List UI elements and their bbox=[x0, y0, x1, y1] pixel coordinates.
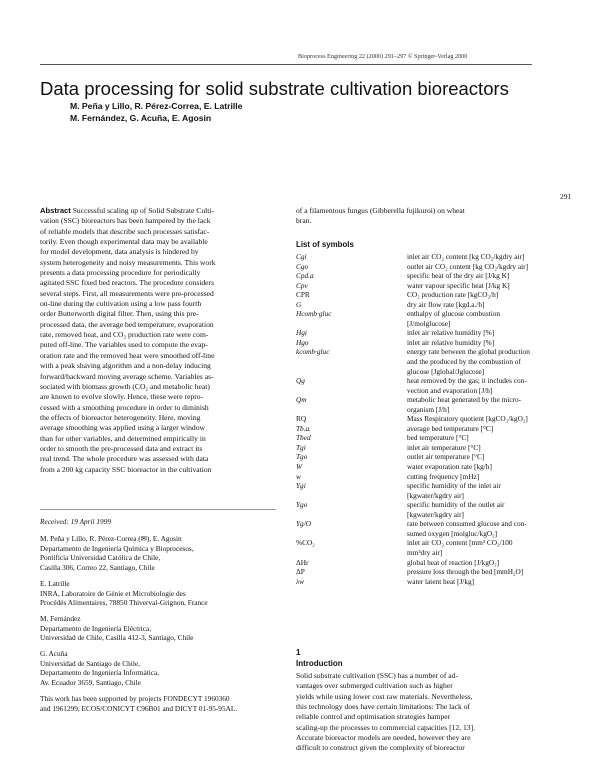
symbol-term: Ygo bbox=[296, 500, 308, 510]
symbol-definition: global heat of reaction [J/kgO₂] bbox=[407, 557, 500, 567]
symbol-row bbox=[296, 395, 536, 414]
symbol-definition: rate between consumed glucose and con-sumed oxygen [molgluc/kgO₂] bbox=[407, 519, 527, 538]
symbol-definition: inlet air relative humidity [%] bbox=[407, 328, 495, 338]
affiliation-line: and 1961299, ECOS/CONICYT C96B01 and DICYT 01-95-95AL. bbox=[40, 703, 238, 713]
symbol-definition: enthalpy of glucose combustion [J/molglucose] bbox=[407, 309, 501, 328]
abstract-line: are known to evolve slowly. Hence, these were repro- bbox=[40, 392, 204, 402]
symbol-definition: pressure loss through the bed [mmH₂O] bbox=[407, 567, 524, 577]
symbol-definition: CO₂ production rate [kgCO₂/h] bbox=[407, 290, 499, 300]
symbol-row bbox=[296, 347, 536, 376]
symbol-term: CPR bbox=[296, 290, 310, 300]
affiliations bbox=[40, 534, 280, 719]
affiliation-line: M. Peña y Lillo, R. Pérez-Correa (✉), E. Agosin bbox=[40, 534, 182, 543]
symbol-term: Ygi bbox=[296, 481, 306, 491]
symbol-definition: inlet air temperature [°C] bbox=[407, 442, 481, 452]
symbol-definition: inlet air CO₂ content [mm³ CO₂/100 mm³dry air] bbox=[407, 538, 513, 557]
symbol-row bbox=[296, 281, 536, 291]
symbol-row bbox=[296, 309, 536, 328]
symbol-term: Tbed bbox=[296, 433, 311, 443]
affiliation-block bbox=[40, 579, 280, 608]
affiliation-line: Universidad de Santiago de Chile, bbox=[40, 658, 140, 668]
symbols-heading: List of symbols bbox=[296, 240, 354, 249]
symbol-term: W bbox=[296, 462, 303, 472]
symbol-row bbox=[296, 577, 536, 587]
symbol-row bbox=[296, 271, 536, 281]
abstract-continuation bbox=[296, 206, 532, 227]
symbol-row bbox=[296, 338, 536, 348]
symbol-definition: inlet air relative humidity [%] bbox=[407, 337, 495, 347]
abstract-line: oration rate and the removed heat were smoothed off-line bbox=[40, 350, 215, 360]
symbol-term: Cgo bbox=[296, 261, 309, 271]
symbol-term: Cpv bbox=[296, 280, 308, 290]
symbol-definition: water vapour specific heat [J/kg K] bbox=[407, 280, 510, 290]
symbol-term: RQ bbox=[296, 414, 307, 424]
affiliation-line: INRA, Laboratoire de Génie et Microbiologie des bbox=[40, 588, 186, 598]
symbol-definition: cutting frequency [mHz] bbox=[407, 471, 480, 481]
symbol-row bbox=[296, 414, 536, 424]
affiliation-line: M. Fernández bbox=[40, 613, 81, 623]
abstract-line: processed data, the average bed temperature, evaporation bbox=[40, 319, 214, 329]
abstract bbox=[40, 206, 270, 475]
affiliation-line: G. Acuña bbox=[40, 649, 68, 659]
abstract-line: with a peak shaving algorithm and a non-delay inducing bbox=[40, 361, 211, 371]
introduction-line: Solid substrate cultivation (SSC) has a number of ad- bbox=[296, 671, 458, 680]
abstract-line: average smoothing was applied using a larger window bbox=[40, 423, 205, 433]
affiliation-line: Pontificia Universidad Católica de Chile, bbox=[40, 553, 161, 563]
abstract-line: forward/backward moving average scheme. Variables as- bbox=[40, 371, 214, 381]
introduction-line: Accurate bioreactor models are needed, however they are bbox=[296, 733, 471, 743]
affiliation-line: E. Latrille bbox=[40, 578, 70, 588]
abstract-line: bran. bbox=[296, 216, 312, 226]
symbol-term: λw bbox=[296, 576, 305, 586]
symbol-definition: heat removed by the gas; it includes con-vection and evaporation [J/h] bbox=[407, 376, 527, 395]
symbol-row bbox=[296, 500, 536, 519]
abstract-line: order Butterworth digital filter. Then, using this pre- bbox=[40, 309, 199, 319]
abstract-label: Abstract bbox=[40, 206, 71, 215]
paper-title: Data processing for solid substrate cultivation bioreactors bbox=[40, 78, 509, 99]
abstract-line: Abstract Successful scaling up of Solid Substrate Culti- bbox=[40, 206, 215, 215]
symbols-list bbox=[296, 252, 536, 586]
symbol-definition: energy rate between the global production and the produced by the combustion of glucose [Jglobal/Jglucose] bbox=[407, 347, 530, 376]
symbol-term: Hgi bbox=[296, 328, 307, 338]
symbol-definition: average bed temperature [°C] bbox=[407, 423, 494, 433]
symbol-definition: water latent heat [J/kg] bbox=[407, 576, 475, 586]
abstract-line: on-line during the cultivation using a low pass fourth bbox=[40, 299, 202, 309]
symbol-definition: metabolic heat generated by the micro-organism [J/h] bbox=[407, 395, 522, 414]
symbol-definition: outlet air temperature [°C] bbox=[407, 452, 485, 462]
symbol-row bbox=[296, 567, 536, 577]
abstract-line: torily. Even though experimental data may be available bbox=[40, 237, 208, 247]
introduction-text bbox=[296, 671, 536, 754]
received-date: Received: 19 April 1999 bbox=[40, 517, 111, 526]
symbol-row bbox=[296, 481, 536, 500]
affiliation-line: Procédés Alimentaires, 78850 Thiverval-Grignon, France bbox=[40, 598, 208, 608]
affiliation-block bbox=[40, 534, 280, 573]
symbol-term: ΔP bbox=[296, 567, 305, 577]
abstract-line: puted off-line. The variables used to compute the evap- bbox=[40, 340, 208, 350]
affiliation-line: This work has been supported by projects FONDECYT 1960360 bbox=[40, 693, 230, 703]
symbol-term: %CO₂ bbox=[296, 538, 315, 548]
symbol-definition: outlet air CO₂ content [kg CO₂/kgdry air] bbox=[407, 261, 529, 271]
footnote-rule bbox=[40, 509, 276, 510]
symbol-row bbox=[296, 558, 536, 568]
affiliation-block bbox=[40, 649, 280, 688]
symbol-term: Tgi bbox=[296, 442, 306, 452]
abstract-line: real trend. The whole procedure was assessed with data bbox=[40, 454, 209, 464]
affiliation-line: Departamento de Ingeniería Informática, bbox=[40, 668, 160, 678]
symbol-row bbox=[296, 433, 536, 443]
abstract-line: the effects of bioreactor heterogeneity. Here, moving bbox=[40, 412, 201, 422]
symbol-row bbox=[296, 328, 536, 338]
abstract-line: from a 200 kg capacity SSC bioreactor in the cultivation bbox=[40, 464, 212, 474]
symbol-row bbox=[296, 538, 536, 557]
introduction-line: scaling-up the processes to commercial capacities [12, 13]. bbox=[296, 722, 476, 732]
author-line-2: M. Fernández, G. Acuña, E. Agosin bbox=[70, 113, 212, 123]
symbol-definition: Mass Respiratory quotient [kgCO₂/kgO₂] bbox=[407, 414, 528, 424]
symbol-term: Qg bbox=[296, 376, 305, 386]
symbol-term: ΔHr bbox=[296, 557, 309, 567]
abstract-line: cessed with a smoothing procedure in order to diminish bbox=[40, 402, 209, 412]
symbol-term: Qm bbox=[296, 395, 307, 405]
symbol-definition: dry air flow rate [kgd.a./h] bbox=[407, 299, 485, 309]
journal-citation: Bioprocess Engineering 22 (2000) 291–297 © Springer-Verlag 2000 bbox=[298, 53, 468, 60]
symbol-term: w bbox=[296, 471, 301, 481]
abstract-line: of reliable models that describe such processes satisfac- bbox=[40, 226, 210, 236]
page-number: 291 bbox=[560, 192, 572, 201]
symbol-row bbox=[296, 424, 536, 434]
symbol-row bbox=[296, 462, 536, 472]
symbol-term: Cgi bbox=[296, 252, 307, 261]
symbol-row bbox=[296, 376, 536, 395]
abstract-line: order to smooth the pre-processed data and extract its bbox=[40, 443, 203, 453]
affiliation-block bbox=[40, 614, 280, 643]
symbol-term: Hgo bbox=[296, 337, 309, 347]
symbol-definition: specific humidity of the outlet air [kgwater/kgdry air] bbox=[407, 500, 505, 519]
abstract-line: of a filamentous fungus (Gibberella fujikuroi) on wheat bbox=[296, 206, 465, 215]
symbol-term: Cpd.a bbox=[296, 271, 314, 281]
symbol-definition: water evaporation rate [kg/h] bbox=[407, 462, 492, 472]
symbol-definition: specific heat of the dry air [J/kg K] bbox=[407, 271, 510, 281]
introduction-line: vantages over submerged cultivation such as higher bbox=[296, 681, 453, 691]
affiliation-line: Departamento de Ingeniería Química y Bioprocesos, bbox=[40, 543, 194, 553]
affiliation-line: Casilla 306, Correo 22, Santiago, Chile bbox=[40, 563, 155, 573]
symbol-row bbox=[296, 262, 536, 272]
abstract-line: system heterogeneity and noisy measurements. This work bbox=[40, 257, 216, 267]
symbol-term: Tgo bbox=[296, 452, 308, 462]
affiliation-line: Universidad de Chile, Casilla 412-3, Santiago, Chile bbox=[40, 633, 194, 643]
abstract-line: for model development, data analysis is hindered by bbox=[40, 247, 199, 257]
introduction-line: difficult to construct given the complexity of bioreactor bbox=[296, 743, 465, 753]
affiliation-line: Av. Ecuador 3659, Santiago, Chile bbox=[40, 678, 141, 688]
symbol-row bbox=[296, 300, 536, 310]
symbol-row bbox=[296, 452, 536, 462]
affiliation-block bbox=[40, 694, 280, 713]
abstract-line: presents a data processing procedure for periodically bbox=[40, 268, 201, 278]
author-line-1: M. Peña y Lillo, R. Pérez-Correa, E. Latrille bbox=[70, 101, 243, 111]
section-number: 1 bbox=[296, 648, 301, 657]
introduction-line: yields while using lower cost raw materials. Nevertheless, bbox=[296, 691, 473, 701]
abstract-line: rate, removed heat, and CO₂ production rate were com- bbox=[40, 330, 209, 340]
introduction-line: reliable control and optimisation strategies hamper bbox=[296, 712, 451, 722]
abstract-line: vation (SSC) bioreactors has been hampered by the lack bbox=[40, 216, 211, 226]
symbol-row bbox=[296, 472, 536, 482]
header-rule bbox=[40, 64, 532, 65]
symbol-definition: bed temperature [°C] bbox=[407, 433, 469, 443]
abstract-line: than for other variables, and determined empirically in bbox=[40, 433, 206, 443]
affiliation-line: Departamento de Ingeniería Eléctrica, bbox=[40, 623, 152, 633]
abstract-line: sociated with biomass growth (CO₂ and metabolic heat) bbox=[40, 381, 210, 391]
symbol-definition: inlet air CO₂ content [kg CO₂/kgdry air] bbox=[407, 252, 525, 261]
symbol-row bbox=[296, 290, 536, 300]
symbol-row bbox=[296, 443, 536, 453]
symbol-term: Yg/O bbox=[296, 519, 312, 529]
abstract-line: agitated SSC fixed bed reactors. The procedure considers bbox=[40, 278, 215, 288]
symbol-row bbox=[296, 519, 536, 538]
symbol-term: G bbox=[296, 299, 302, 309]
symbol-term: kcomb·gluc bbox=[296, 347, 330, 357]
symbol-term: Tb.a. bbox=[296, 423, 312, 433]
introduction-line: this technology does have certain limitations: The lack of bbox=[296, 702, 471, 712]
symbol-term: Hcomb·gluc bbox=[296, 309, 332, 319]
symbol-row bbox=[296, 252, 536, 262]
section-title: Introduction bbox=[296, 659, 343, 668]
symbol-definition: specific humidity of the inlet air [kgwater/kgdry air] bbox=[407, 481, 501, 500]
abstract-line: several steps. First, all measurements were pre-processed bbox=[40, 288, 214, 298]
